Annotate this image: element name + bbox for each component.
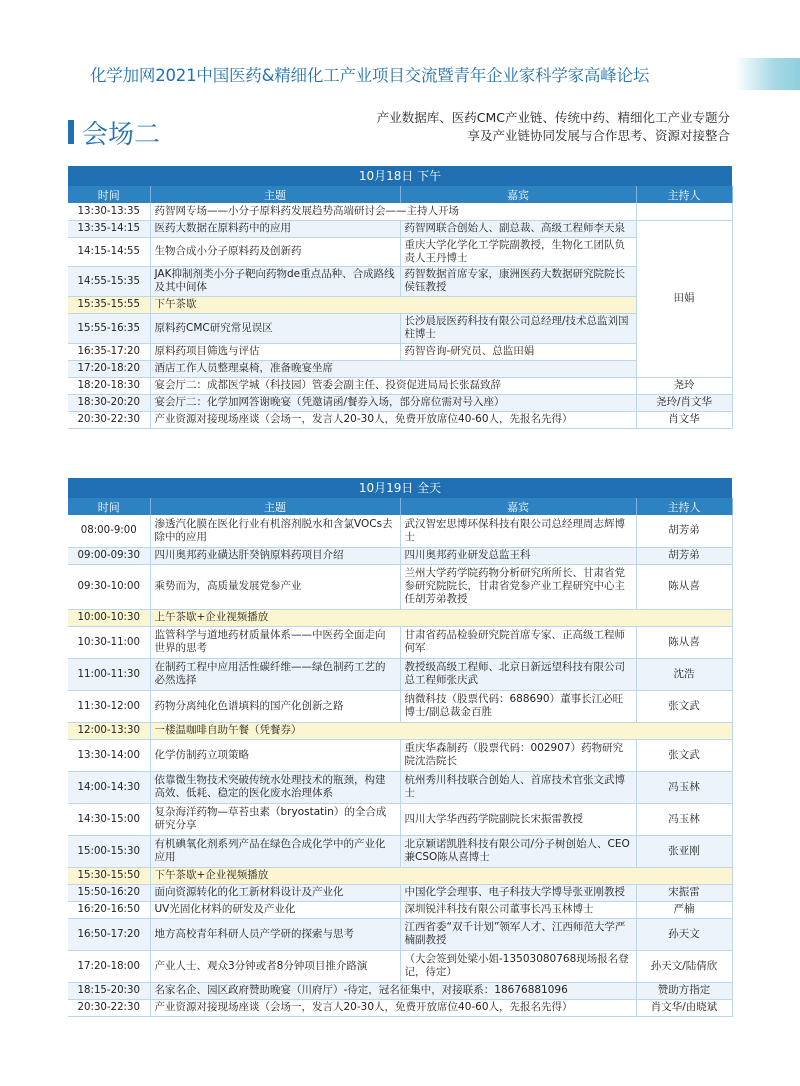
guest-cell: 药智数据首席专家，康洲医药大数据研究院院长侯钰教授 — [400, 266, 636, 296]
topic-cell: 原料药项目筛选与评估 — [150, 343, 400, 360]
time-cell: 18:15-20:30 — [68, 982, 150, 999]
topic-cell: 产业资源对接现场座谈（会场一，发言人20-30人，免费开放席位40-60人，先报名先得） — [150, 999, 636, 1016]
host-cell: 肖文华/由晓斌 — [636, 999, 732, 1016]
guest-cell: 兰州大学药学院药物分析研究所所长、甘肃省党参研究院院长，甘肃省党参产业工程研究中心主任胡芳弟教授 — [400, 564, 636, 609]
guest-cell: 药智网联合创始人、副总裁、高级工程师李天泉 — [400, 220, 636, 237]
host-cell: 宋振雷 — [636, 884, 732, 901]
schedule-row — [68, 867, 732, 884]
schedule-row — [68, 547, 732, 564]
guest-cell: 江西省委“双千计划”领军人才、江西师范大学严楠副教授 — [400, 918, 636, 950]
schedule-row — [68, 690, 732, 722]
schedule-row — [68, 237, 732, 266]
time-cell: 15:30-15:50 — [68, 867, 150, 884]
schedule-row — [68, 626, 732, 658]
schedule-row — [68, 564, 732, 609]
guest-cell: 药智咨询-研究员、总监田娟 — [400, 343, 636, 360]
time-cell: 13:30-14:00 — [68, 739, 150, 771]
day1-header: 10月18日 下午 — [68, 166, 732, 186]
time-cell: 12:00-13:30 — [68, 722, 150, 739]
topic-cell: JAK抑制剂类小分子靶向药物de重点品种、合成路线及其中间体 — [150, 266, 400, 296]
time-cell: 15:55-16:35 — [68, 313, 150, 343]
guest-cell: 中国化学会理事、电子科技大学博导张亚刚教授 — [400, 884, 636, 901]
schedule-row — [68, 722, 732, 739]
topic-cell: 产业资源对接现场座谈（会场一，发言人20-30人，免费开放席位40-60人，先报名先得） — [150, 411, 636, 428]
schedule-row — [68, 835, 732, 867]
time-cell: 17:20-18:20 — [68, 360, 150, 377]
guest-cell: 甘肃省药品检验研究院首席专家、正高级工程师何军 — [400, 626, 636, 658]
topic-cell: 地方高校青年科研人员产学研的探索与思考 — [150, 918, 400, 950]
topic-cell: 生物合成小分子原料药及创新药 — [150, 237, 400, 266]
topic-cell: 宴会厅二：化学加网答谢晚宴（凭邀请函/餐券入场，部分席位需对号入座） — [150, 394, 636, 411]
topic-cell: 酒店工作人员整理桌椅，准备晚宴坐席 — [150, 360, 636, 377]
table-header-row — [68, 498, 732, 515]
col-header-time: 时间 — [68, 498, 150, 515]
time-cell: 16:20-16:50 — [68, 901, 150, 918]
host-cell: 胡芳弟 — [636, 515, 732, 547]
time-cell: 09:30-10:00 — [68, 564, 150, 609]
schedule-row — [68, 377, 732, 394]
time-cell: 08:00-9:00 — [68, 515, 150, 547]
col-header-host: 主持人 — [636, 498, 732, 515]
guest-cell: 纳微科技（股票代码：688690）董事长江必旺博士/副总裁金百胜 — [400, 690, 636, 722]
time-cell: 13:35-14:15 — [68, 220, 150, 237]
host-cell: 陈从喜 — [636, 564, 732, 609]
venue-title-marker — [68, 120, 74, 144]
host-cell: 尧玲/肖文华 — [636, 394, 732, 411]
time-cell: 18:20-18:30 — [68, 377, 150, 394]
topic-cell: 复杂海洋药物—草苔虫素（bryostatin）的全合成研究分享 — [150, 803, 400, 835]
time-cell: 14:55-15:35 — [68, 266, 150, 296]
guest-cell: 重庆大学化学化工学院副教授，生物化工团队负责人王丹博士 — [400, 237, 636, 266]
time-cell: 16:50-17:20 — [68, 918, 150, 950]
host-cell: 肖文华 — [636, 411, 732, 428]
schedule-row — [68, 411, 732, 428]
topic-cell: 依靠微生物技术突破传统水处理技术的瓶颈，构建高效、低耗、稳定的医化废水治理体系 — [150, 771, 400, 803]
col-header-host: 主持人 — [636, 186, 732, 203]
topic-cell: 产业人士、观众3分钟或者8分钟项目推介路演 — [150, 950, 400, 982]
schedule-row — [68, 266, 732, 296]
time-cell: 11:00-11:30 — [68, 658, 150, 690]
time-cell: 15:00-15:30 — [68, 835, 150, 867]
guest-cell: 四川大学华西药学院副院长宋振雷教授 — [400, 803, 636, 835]
time-cell: 15:50-16:20 — [68, 884, 150, 901]
guest-cell: 北京颖诺凯胜科技有限公司/分子树创始人、CEO兼CSO陈从喜博士 — [400, 835, 636, 867]
topic-cell: 名家名企、园区政府赞助晚宴（川府厅）-待定，冠名征集中，对接联系：18676881096 — [150, 982, 636, 999]
host-cell: 冯玉林 — [636, 803, 732, 835]
host-cell: 孙天文/陆倩欣 — [636, 950, 732, 982]
venue-description: 产业数据库、医药CMC产业链、传统中药、精细化工产业专题分享及产业链协同发展与合作思考、资源对接整合 — [376, 110, 730, 143]
topic-cell: 下午茶歇+企业视频播放 — [150, 867, 732, 884]
time-cell: 15:35-15:55 — [68, 296, 150, 313]
topic-cell: 化学仿制药立项策略 — [150, 739, 400, 771]
schedule-row — [68, 982, 732, 999]
topic-cell: 下午茶歇 — [150, 296, 636, 313]
time-cell: 10:00-10:30 — [68, 609, 150, 626]
time-cell: 14:00-14:30 — [68, 771, 150, 803]
guest-cell: （大会签到处梁小姐-13503080768现场报名登记，待定） — [400, 950, 636, 982]
guest-cell: 四川奥邦药业研发总监王科 — [400, 547, 636, 564]
topic-cell: 四川奥邦药业磺达肝癸钠原料药项目介绍 — [150, 547, 400, 564]
topic-cell: 药智网专场——小分子原料药发展趋势高端研讨会——主持人开场 — [150, 203, 636, 220]
schedule-row — [68, 658, 732, 690]
time-cell: 09:00-09:30 — [68, 547, 150, 564]
topic-cell: UV光固化材料的研发及产业化 — [150, 901, 400, 918]
guest-cell: 深圳锐沣科技有限公司董事长冯玉林博士 — [400, 901, 636, 918]
day2-header: 10月19日 全天 — [68, 478, 732, 498]
host-cell: 张文武 — [636, 739, 732, 771]
schedule-row — [68, 739, 732, 771]
col-header-guest: 嘉宾 — [400, 498, 636, 515]
host-cell: 胡芳弟 — [636, 547, 732, 564]
topic-cell: 一楼温咖啡自助午餐（凭餐券） — [150, 722, 732, 739]
venue-title: 会场二 — [82, 120, 161, 150]
table-header-row — [68, 186, 732, 203]
schedule-row — [68, 203, 732, 220]
host-cell: 张亚刚 — [636, 835, 732, 867]
schedule-row — [68, 394, 732, 411]
col-header-topic: 主题 — [150, 186, 400, 203]
time-cell: 17:20-18:00 — [68, 950, 150, 982]
host-cell: 冯玉林 — [636, 771, 732, 803]
host-cell: 严楠 — [636, 901, 732, 918]
time-cell: 20:30-22:30 — [68, 411, 150, 428]
topic-cell: 渗透汽化膜在医化行业有机溶剂脱水和含氯VOCs去除中的应用 — [150, 515, 400, 547]
col-header-time: 时间 — [68, 186, 150, 203]
guest-cell: 长沙晨辰医药科技有限公司总经理/技术总监刘国柱博士 — [400, 313, 636, 343]
schedule-row — [68, 296, 732, 313]
topic-cell: 监管科学与道地药材质量体系——中医药全面走向世界的思考 — [150, 626, 400, 658]
time-cell: 20:30-22:30 — [68, 999, 150, 1016]
topic-cell: 乘势而为，高质量发展党参产业 — [150, 564, 400, 609]
header-decor-band — [735, 58, 800, 90]
schedule-row — [68, 803, 732, 835]
schedule-row — [68, 515, 732, 547]
schedule-row — [68, 884, 732, 901]
col-header-guest: 嘉宾 — [400, 186, 636, 203]
topic-cell: 药物分离纯化色谱填料的国产化创新之路 — [150, 690, 400, 722]
time-cell: 13:30-13:35 — [68, 203, 150, 220]
time-cell: 16:35-17:20 — [68, 343, 150, 360]
time-cell: 14:15-14:55 — [68, 237, 150, 266]
topic-cell: 宴会厅二：成都医学城（科技园）管委会副主任、投资促进局局长张磊致辞 — [150, 377, 636, 394]
host-cell: 陈从喜 — [636, 626, 732, 658]
host-cell: 田娟 — [636, 220, 732, 377]
topic-cell: 面向资源转化的化工新材料设计及产业化 — [150, 884, 400, 901]
schedule-row — [68, 343, 732, 360]
schedule-row — [68, 901, 732, 918]
schedule-row — [68, 313, 732, 343]
host-cell: 张文武 — [636, 690, 732, 722]
schedule-row — [68, 360, 732, 377]
topic-cell: 有机碘氧化剂系列产品在绿色合成化学中的产业化应用 — [150, 835, 400, 867]
host-cell: 沈浩 — [636, 658, 732, 690]
time-cell: 14:30-15:00 — [68, 803, 150, 835]
schedule-row — [68, 771, 732, 803]
host-cell: 孙天文 — [636, 918, 732, 950]
host-cell: 赞助方指定 — [636, 982, 732, 999]
day1-schedule-table — [68, 186, 733, 429]
topic-cell: 医药大数据在原料药中的应用 — [150, 220, 400, 237]
schedule-row — [68, 609, 732, 626]
schedule-row — [68, 950, 732, 982]
topic-cell: 原料药CMC研究常见误区 — [150, 313, 400, 343]
col-header-topic: 主题 — [150, 498, 400, 515]
guest-cell: 杭州秀川科技联合创始人、首席技术官张文武博士 — [400, 771, 636, 803]
schedule-row — [68, 999, 732, 1016]
guest-cell: 重庆华森制药（股票代码：002907）药物研究院沈浩院长 — [400, 739, 636, 771]
guest-cell: 武汉智宏思博环保科技有限公司总经理周志辉博士 — [400, 515, 636, 547]
time-cell: 18:30-20:20 — [68, 394, 150, 411]
schedule-row — [68, 220, 732, 237]
time-cell: 11:30-12:00 — [68, 690, 150, 722]
topic-cell: 在制药工程中应用活性碳纤维——绿色制药工艺的必然选择 — [150, 658, 400, 690]
guest-cell: 教授级高级工程师、北京日新远望科技有限公司总工程师张庆武 — [400, 658, 636, 690]
host-cell: 尧玲 — [636, 377, 732, 394]
day2-schedule-table — [68, 498, 733, 1017]
schedule-row — [68, 918, 732, 950]
page-title: 化学加网2021中国医药&精细化工产业项目交流暨青年企业家科学家高峰论坛 — [90, 66, 650, 85]
host-cell — [636, 203, 732, 220]
topic-cell: 上午茶歇+企业视频播放 — [150, 609, 732, 626]
time-cell: 10:30-11:00 — [68, 626, 150, 658]
